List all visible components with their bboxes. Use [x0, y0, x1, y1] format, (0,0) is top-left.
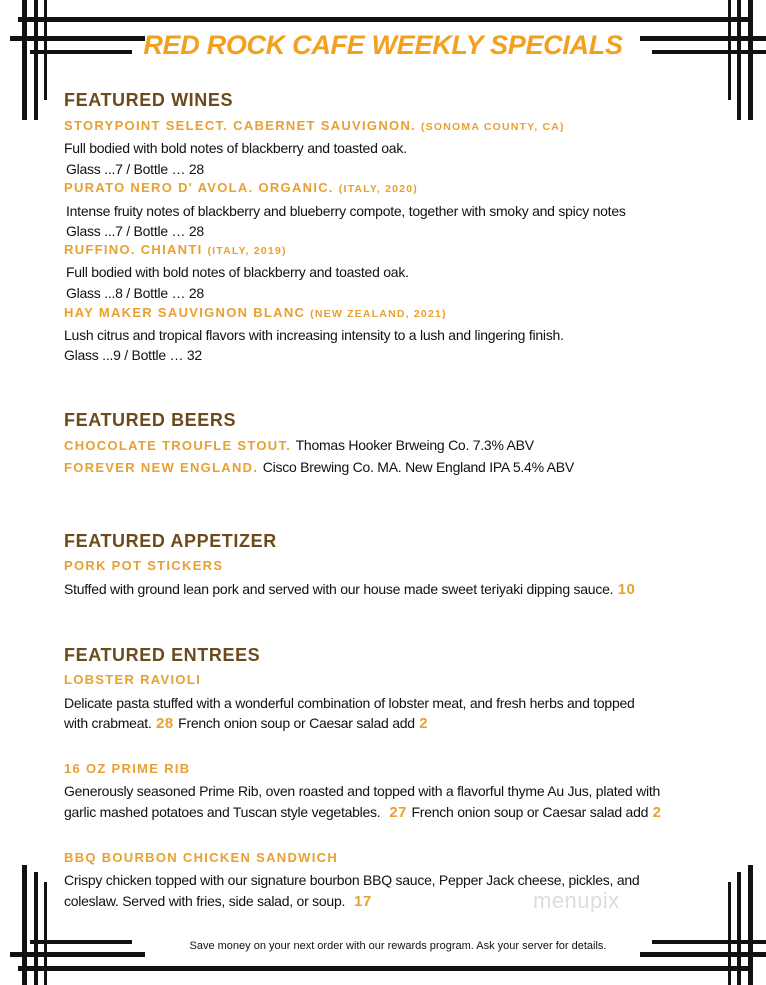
entree-line	[64, 804, 661, 822]
appetizer-price: 10	[617, 581, 636, 598]
entree-name: BBQ BOURBON CHICKEN SANDWICH	[64, 850, 339, 865]
appetizer-line	[64, 581, 635, 599]
entree-price: 17	[354, 893, 372, 910]
wine-name	[64, 242, 287, 257]
appetizer-name: PORK POT STICKERS	[64, 558, 224, 573]
wine-title: PURATO NERO D' AVOLA. ORGANIC.	[64, 180, 334, 195]
appetizer-description: Stuffed with ground lean pork and served with our house made sweet teriyaki dipping sauce.	[64, 581, 614, 597]
addon-price: 2	[419, 715, 429, 732]
entree-addon: French onion soup or Caesar salad add	[178, 715, 415, 731]
wine-name	[64, 180, 418, 195]
wine-name	[64, 305, 447, 320]
wine-description: Lush citrus and tropical flavors with increasing intensity to a lush and lingering finish.	[64, 327, 564, 343]
entree-description: garlic mashed potatoes and Tuscan style vegetables.	[64, 804, 381, 820]
entree-description: coleslaw. Served with fries, side salad, or soup.	[64, 893, 346, 909]
wine-origin: (SONOMA COUNTY, CA)	[420, 121, 565, 133]
wine-title: HAY MAKER SAUVIGNON BLANC	[64, 305, 306, 320]
wine-price: Glass ...7 / Bottle … 28	[66, 161, 204, 177]
wine-price: Glass ...9 / Bottle … 32	[64, 347, 202, 363]
wine-price: Glass ...7 / Bottle … 28	[66, 223, 204, 239]
beer-description: Cisco Brewing Co. MA. New England IPA 5.4% ABV	[262, 459, 574, 475]
entree-description: with crabmeat.	[64, 715, 152, 731]
entree-description: Crispy chicken topped with our signature bourbon BBQ sauce, Pepper Jack cheese, pickles, and	[64, 872, 640, 888]
wine-origin: (ITALY, 2020)	[338, 183, 418, 195]
page-title: RED ROCK CAFE WEEKLY SPECIALS	[143, 30, 623, 60]
addon-price: 2	[652, 804, 662, 821]
beer-name: CHOCOLATE TROUFLE STOUT.	[64, 438, 292, 453]
wine-price: Glass ...8 / Bottle … 28	[66, 285, 204, 301]
section-heading-wines: FEATURED WINES	[64, 90, 234, 110]
section-heading-entrees: FEATURED ENTREES	[64, 645, 261, 665]
entree-line	[64, 893, 372, 911]
beer-description: Thomas Hooker Brweing Co. 7.3% ABV	[295, 437, 534, 453]
footer-note: Save money on your next order with our rewards program. Ask your server for details.	[189, 940, 607, 952]
wine-description: Full bodied with bold notes of blackberry and toasted oak.	[64, 140, 407, 156]
wine-description: Intense fruity notes of blackberry and blueberry compote, together with smoky and spicy notes	[66, 203, 626, 219]
entree-addon: French onion soup or Caesar salad add	[411, 804, 649, 820]
wine-description: Full bodied with bold notes of blackberry and toasted oak.	[66, 264, 409, 280]
wine-origin: (NEW ZEALAND, 2021)	[310, 308, 447, 320]
beer-item	[64, 459, 574, 477]
entree-description: Generously seasoned Prime Rib, oven roasted and topped with a flavorful thyme Au Jus, plated with	[64, 783, 660, 799]
entree-description: Delicate pasta stuffed with a wonderful combination of lobster meat, and fresh herbs and topped	[64, 695, 635, 711]
entree-name: 16 OZ PRIME RIB	[64, 761, 191, 776]
entree-name: LOBSTER RAVIOLI	[64, 672, 201, 687]
entree-price: 27	[389, 804, 408, 821]
wine-title: RUFFINO. CHIANTI	[64, 242, 203, 257]
section-heading-appetizer: FEATURED APPETIZER	[64, 531, 277, 551]
entree-line	[64, 715, 428, 733]
beer-name: FOREVER NEW ENGLAND.	[64, 460, 259, 475]
wine-name	[64, 118, 565, 133]
wine-title: STORYPOINT SELECT. CABERNET SAUVIGNON.	[64, 118, 417, 133]
entree-price: 28	[156, 715, 174, 732]
beer-item	[64, 437, 534, 455]
wine-origin: (ITALY, 2019)	[207, 245, 287, 257]
section-heading-beers: FEATURED BEERS	[64, 410, 237, 430]
watermark: menupix	[533, 888, 620, 913]
